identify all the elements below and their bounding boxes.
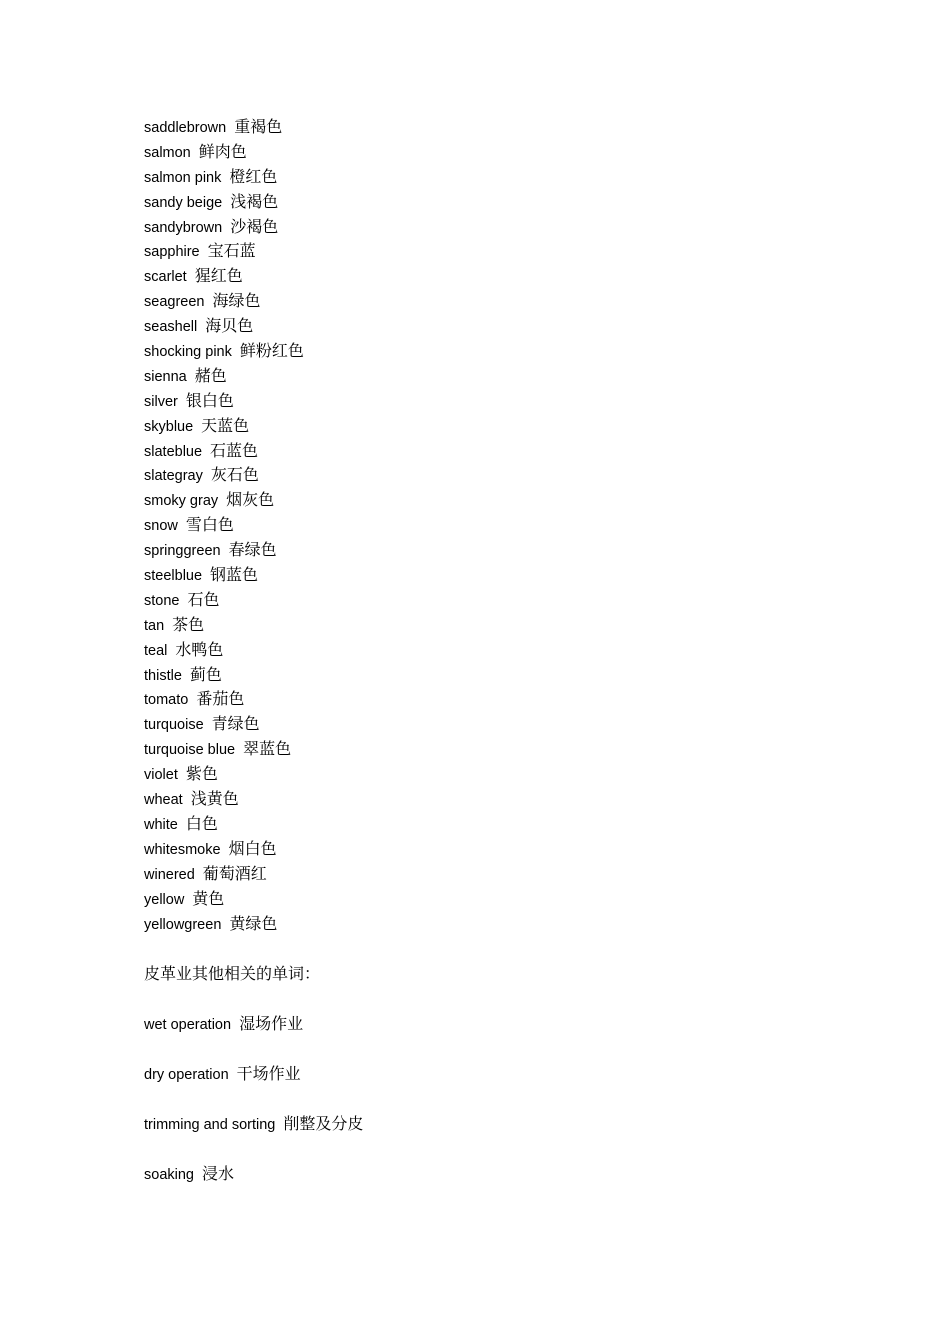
english-term: springgreen [144, 543, 221, 560]
color-entry [144, 538, 844, 563]
chinese-term: 烟白色 [228, 838, 277, 858]
color-entry [144, 712, 844, 737]
color-entry [144, 563, 844, 588]
chinese-term: 鲜肉色 [198, 141, 247, 161]
chinese-term: 蓟色 [189, 664, 222, 684]
color-entry [144, 613, 844, 638]
chinese-term: 天蓝色 [201, 415, 250, 435]
chinese-term: 海贝色 [205, 316, 254, 336]
english-term: tomato [144, 692, 189, 709]
english-term: silver [144, 393, 178, 410]
english-term: wet operation [144, 1017, 232, 1034]
english-term: yellow [144, 891, 185, 908]
english-term: saddlebrown [144, 120, 227, 136]
color-entry [144, 588, 844, 613]
english-term: tan [144, 617, 165, 634]
english-term: slategray [144, 468, 203, 485]
color-entry [144, 264, 844, 289]
color-entry [144, 912, 844, 937]
chinese-term: 烟灰色 [226, 490, 275, 510]
english-term: sapphire [144, 244, 200, 261]
english-term: scarlet [144, 269, 187, 286]
term-entry [144, 1162, 844, 1186]
chinese-term: 石蓝色 [210, 440, 259, 460]
color-entry [144, 787, 844, 812]
english-term: skyblue [144, 418, 194, 435]
english-term: salmon pink [144, 169, 222, 186]
english-term: trimming and sorting [144, 1117, 276, 1134]
color-entry [144, 663, 844, 688]
english-term: steelblue [144, 568, 203, 585]
color-entry [144, 314, 844, 339]
chinese-term: 沙褐色 [230, 216, 279, 236]
chinese-term: 猩红色 [194, 266, 243, 286]
chinese-term: 削整及分皮 [283, 1114, 364, 1134]
chinese-term: 银白色 [185, 390, 234, 410]
color-entry [144, 215, 844, 240]
color-entry [144, 140, 844, 165]
color-entry [144, 488, 844, 513]
chinese-term: 干场作业 [236, 1064, 301, 1084]
chinese-term: 湿场作业 [239, 1014, 304, 1034]
english-term: teal [144, 642, 168, 659]
color-entry [144, 289, 844, 314]
chinese-term: 葡萄酒红 [202, 863, 267, 883]
color-entry [144, 887, 844, 912]
leather-terms-list [144, 1012, 844, 1186]
color-entry [144, 812, 844, 837]
english-term: salmon [144, 144, 191, 161]
chinese-term: 浸水 [201, 1164, 234, 1184]
chinese-term: 水鸭色 [175, 639, 224, 659]
term-entry [144, 1012, 844, 1036]
chinese-term: 番茄色 [196, 689, 245, 709]
english-term: shocking pink [144, 344, 232, 361]
english-term: violet [144, 767, 178, 784]
english-term: sienna [144, 368, 187, 385]
english-term: whitesmoke [144, 841, 221, 858]
color-entry [144, 165, 844, 190]
english-term: soaking [144, 1167, 194, 1184]
english-term: snow [144, 518, 178, 535]
color-entry [144, 439, 844, 464]
chinese-term: 黄绿色 [229, 913, 278, 933]
color-entry [144, 513, 844, 538]
section-heading: 皮革业其他相关的单词： [144, 964, 321, 984]
color-entry [144, 638, 844, 663]
chinese-term: 紫色 [185, 764, 218, 784]
chinese-term: 雪白色 [185, 515, 234, 535]
english-term: stone [144, 592, 180, 609]
chinese-term: 春绿色 [228, 540, 277, 560]
color-entry [144, 762, 844, 787]
color-entry [144, 837, 844, 862]
chinese-term: 钢蓝色 [210, 565, 259, 585]
chinese-term: 浅褐色 [230, 191, 279, 211]
color-entry [144, 687, 844, 712]
english-term: slateblue [144, 443, 203, 460]
chinese-term: 青绿色 [211, 714, 260, 734]
chinese-term: 鲜粉红色 [239, 341, 304, 361]
chinese-term: 茶色 [172, 614, 205, 634]
color-entry [144, 190, 844, 215]
english-term: turquoise [144, 717, 204, 734]
chinese-term: 灰石色 [210, 465, 259, 485]
chinese-term: 海绿色 [212, 291, 261, 311]
chinese-term: 白色 [185, 813, 218, 833]
chinese-term: 橙红色 [229, 166, 278, 186]
color-entry [144, 737, 844, 762]
document-page [144, 115, 844, 1186]
english-term: smoky gray [144, 493, 219, 510]
color-entry [144, 414, 844, 439]
color-entry [144, 364, 844, 389]
english-term: seashell [144, 319, 198, 336]
color-entry [144, 463, 844, 488]
english-term: sandy beige [144, 194, 223, 211]
color-entry [144, 115, 844, 140]
english-term: yellowgreen [144, 916, 222, 933]
english-term: dry operation [144, 1067, 229, 1084]
chinese-term: 宝石蓝 [207, 241, 256, 261]
english-term: thistle [144, 667, 182, 684]
color-entry [144, 862, 844, 887]
chinese-term: 赭色 [194, 365, 227, 385]
color-entry [144, 239, 844, 264]
chinese-term: 翠蓝色 [243, 739, 292, 759]
chinese-term: 黄色 [192, 888, 225, 908]
english-term: wheat [144, 792, 183, 809]
chinese-term: 浅黄色 [190, 789, 239, 809]
color-vocabulary-list [144, 115, 844, 936]
term-entry [144, 1112, 844, 1136]
color-entry [144, 389, 844, 414]
english-term: white [144, 816, 178, 833]
chinese-term: 石色 [187, 589, 220, 609]
color-entry [144, 339, 844, 364]
english-term: sandybrown [144, 219, 223, 236]
english-term: winered [144, 866, 195, 883]
term-entry [144, 1062, 844, 1086]
english-term: turquoise blue [144, 742, 236, 759]
english-term: seagreen [144, 294, 205, 311]
chinese-term: 重褐色 [234, 117, 283, 136]
